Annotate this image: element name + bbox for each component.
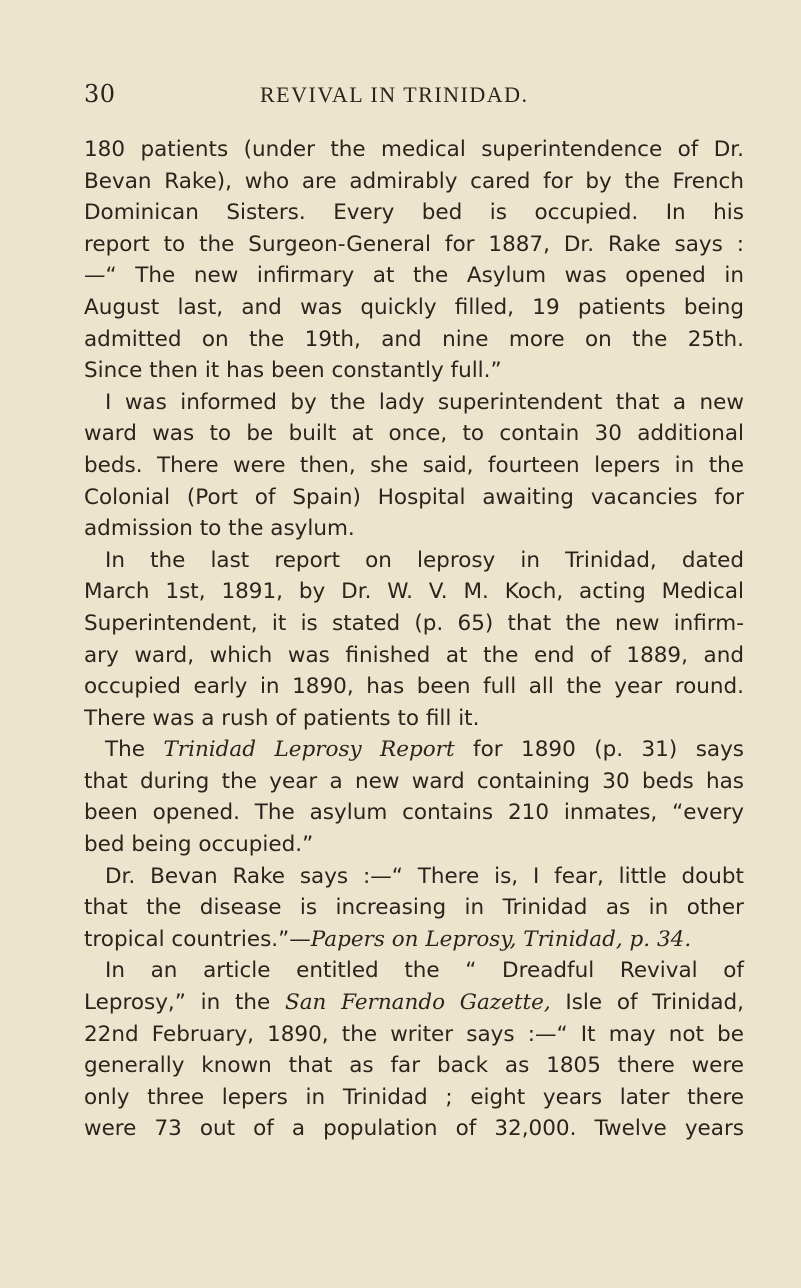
text-line: generally known that as far back as 1805 there were — [84, 1053, 744, 1079]
text-line: Bevan Rake), who are admirably cared for by the French — [84, 168, 744, 194]
text-line: In the last report on leprosy in Trinidad, dated — [105, 547, 744, 573]
text-line: ary ward, which was finished at the end of 1889, and — [84, 642, 744, 668]
text-line: Dominican Sisters. Every bed is occupied. In his — [84, 200, 744, 226]
running-title: REVIVAL IN TRINIDAD. — [260, 82, 529, 107]
text-line: Dr. Bevan Rake says :—“ There is, I fear, little doubt — [105, 863, 744, 889]
text-line: March 1st, 1891, by Dr. W. V. M. Koch, acting Medical — [84, 579, 744, 605]
text-line: were 73 out of a population of 32,000. Twelve years — [84, 1116, 744, 1142]
text-line: 22nd February, 1890, the writer says :—“ It may not be — [84, 1021, 744, 1047]
text-line — [84, 987, 744, 1019]
text-line: occupied early in 1890, has been full all the year round. — [84, 674, 744, 700]
text-line: that during the year a new ward containing 30 beds has — [84, 768, 744, 794]
text-line: that the disease is increasing in Trinidad as in other — [84, 895, 744, 921]
text-line: There was a rush of patients to fill it. — [84, 705, 480, 731]
text-segment: for 1890 (p. 31) says — [473, 737, 744, 763]
text-line: I was informed by the lady superintendent that a new — [105, 389, 744, 415]
text-line: ward was to be built at once, to contain 30 additional — [84, 421, 744, 447]
text-line: been opened. The asylum contains 210 inmates, “every — [84, 800, 744, 826]
text-line: —“ The new infirmary at the Asylum was opened in — [84, 263, 744, 289]
text-line — [84, 734, 744, 766]
text-line: only three lepers in Trinidad ; eight years later there — [84, 1084, 744, 1110]
text-line: bed being occupied.” — [84, 832, 314, 858]
newspaper-title: San Fernando Gazette, — [284, 990, 551, 1016]
text-segment: The — [105, 737, 145, 763]
body-text — [84, 134, 744, 1145]
text-line: Colonial (Port of Spain) Hospital awaiting vacancies for — [84, 484, 744, 510]
text-line: Since then it has been constantly full.” — [84, 358, 502, 384]
citation: Papers on Leprosy, Trinidad, p. 34. — [310, 926, 692, 952]
text-line: admission to the asylum. — [84, 516, 355, 542]
text-line: Superintendent, it is stated (p. 65) that the new infirm- — [84, 610, 744, 636]
text-segment: Leprosy,” in the — [84, 990, 271, 1016]
text-line — [84, 924, 744, 956]
text-line: admitted on the 19th, and nine more on the 25th. — [84, 326, 744, 352]
text-line: beds. There were then, she said, fourteen lepers in the — [84, 452, 744, 478]
text-segment: tropical countries.”— — [84, 926, 311, 952]
text-segment: Isle of Trinidad, — [565, 990, 744, 1016]
text-line: In an article entitled the “ Dreadful Revival of — [105, 958, 744, 984]
text-line: report to the Surgeon-General for 1887, Dr. Rake says : — [84, 231, 744, 257]
text-line: August last, and was quickly filled, 19 patients being — [84, 294, 744, 320]
page-number: 30 — [84, 80, 116, 108]
running-head — [0, 80, 801, 120]
report-title: Trinidad Leprosy Report — [163, 737, 455, 763]
text-line: 180 patients (under the medical superintendence of Dr. — [84, 137, 744, 162]
